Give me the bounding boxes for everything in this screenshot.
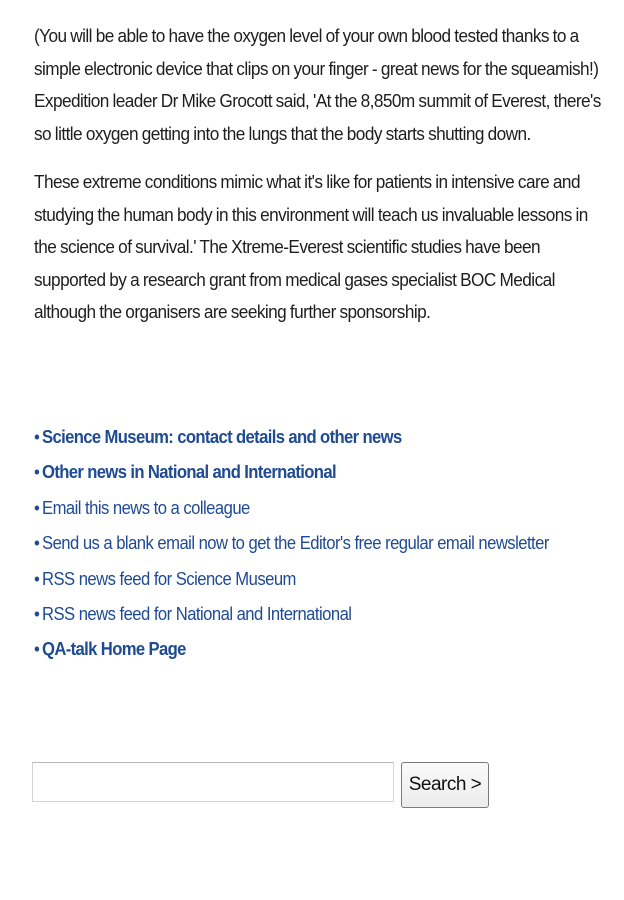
- article-paragraph: These extreme conditions mimic what it's like for patients in intensive care and studying the human body in this environment will teach us invaluable lessons in the science of survival.' The Xtreme-Everest scientific studies have been supported by a research grant from medical gases specialist BOC Medical although the organisers are seeking further sponsorship.: [34, 171, 588, 322]
- related-links-list: [34, 419, 606, 667]
- article-paragraph: (You will be able to have the oxygen level of your own blood tested thanks to a simple electronic device that clips on your finger - great news for the squeamish!) Expedition leader Dr Mike Grocott said, 'At the 8,850m summit of Everest, there's so little oxygen getting into the lungs that the body starts shutting down.: [34, 25, 601, 144]
- bullet-icon: •: [34, 638, 40, 660]
- link-item-newsletter: [34, 525, 549, 560]
- link-rss-science-museum[interactable]: RSS news feed for Science Museum: [42, 567, 296, 589]
- link-item-science-museum: [34, 419, 549, 454]
- bullet-icon: •: [34, 496, 40, 518]
- bullet-icon: •: [34, 532, 40, 554]
- link-item-other-news: [34, 454, 549, 489]
- bullet-icon: •: [34, 602, 40, 624]
- link-item-qa-talk-home: [34, 631, 549, 666]
- link-qa-talk-home[interactable]: QA-talk Home Page: [42, 638, 186, 660]
- link-item-rss-national: [34, 596, 549, 631]
- link-rss-national-international[interactable]: RSS news feed for National and International: [42, 602, 352, 624]
- bullet-icon: •: [34, 461, 40, 483]
- bullet-icon: •: [34, 567, 40, 589]
- link-other-news[interactable]: Other news in National and International: [42, 461, 336, 483]
- link-item-rss-science-museum: [34, 561, 549, 596]
- bullet-icon: •: [34, 426, 40, 447]
- search-input[interactable]: [32, 762, 394, 802]
- link-item-email-colleague: [34, 490, 549, 525]
- link-newsletter-signup[interactable]: Send us a blank email now to get the Editor's free regular email newsletter: [42, 532, 549, 554]
- link-science-museum-contact[interactable]: Science Museum: contact details and other news: [42, 426, 402, 447]
- search-button[interactable]: Search >: [401, 762, 489, 808]
- article-body: [34, 20, 606, 345]
- link-email-colleague[interactable]: Email this news to a colleague: [42, 496, 250, 518]
